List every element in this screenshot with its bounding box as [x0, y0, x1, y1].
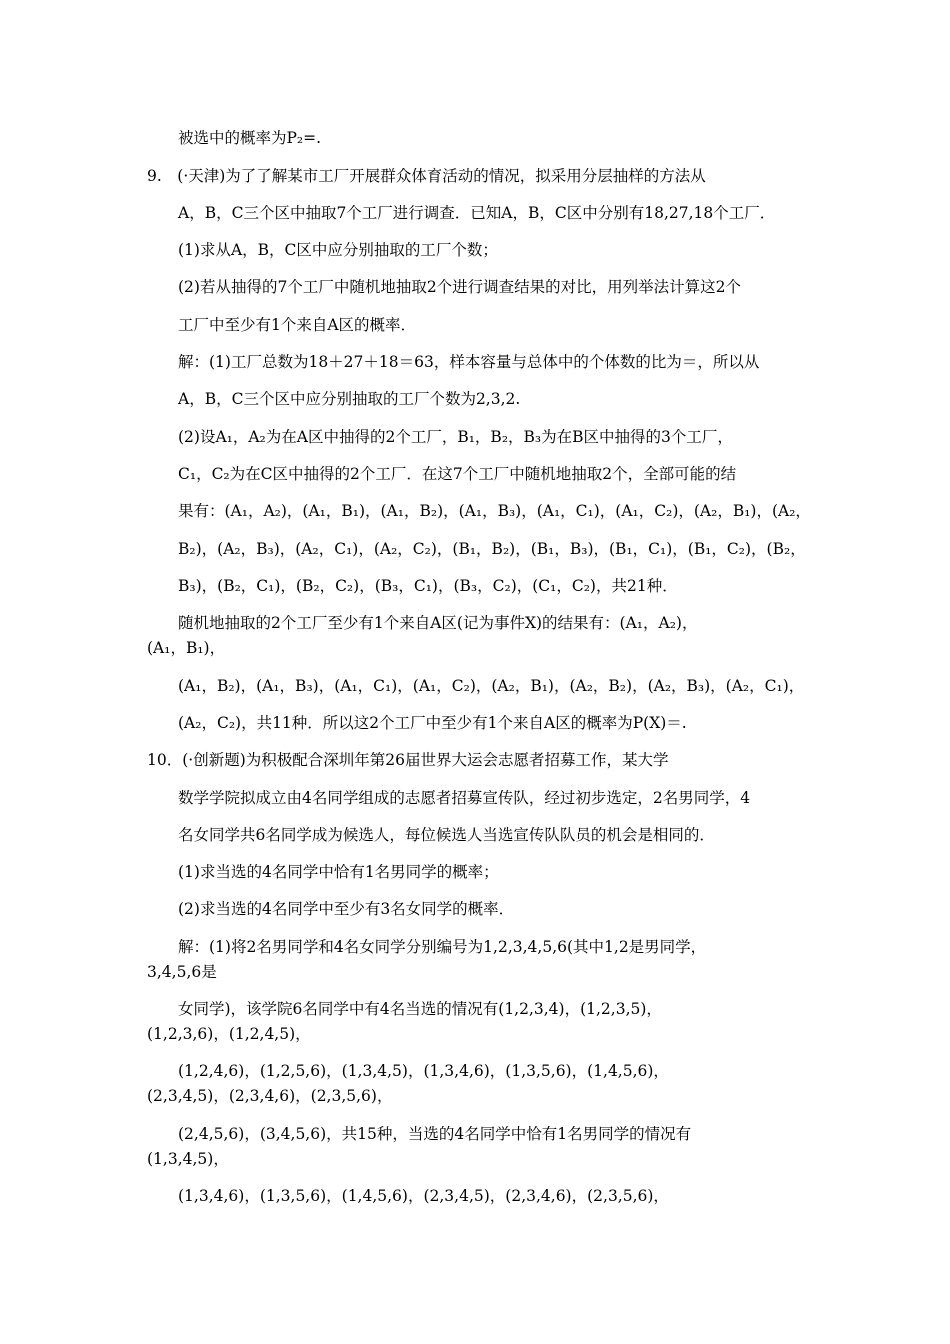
text-line: 被选中的概率为P₂=.	[178, 129, 322, 147]
text-line: 3,4,5,6是	[147, 963, 217, 981]
text-line: (2)求当选的4名同学中至少有3名女同学的概率．	[178, 900, 515, 918]
text-line: 女同学)，该学院6名同学中有4名当选的情况有(1,2,3,4)，(1,2,3,5)，	[178, 1000, 662, 1018]
text-line: 名女同学共6名同学成为候选人，每位候选人当选宣传队队员的机会是相同的．	[178, 826, 715, 844]
text-line: 工厂中至少有1个来自A区的概率．	[178, 316, 417, 334]
text-line: (1,3,4,6)，(1,3,5,6)，(1,4,5,6)，(2,3,4,5)，(2,3,4,6)，(2,3,5,6)，	[178, 1187, 669, 1205]
text-line: 数学学院拟成立由4名同学组成的志愿者招募宣传队，经过初步选定，2名男同学，4	[178, 789, 751, 807]
solution-line: 解：(1)将2名男同学和4名女同学分别编号为1,2,3,4,5,6(其中1,2是男同学，	[178, 938, 707, 956]
text-line: (1)求当选的4名同学中恰有1名男同学的概率；	[178, 863, 499, 881]
text-line: C₁，C₂为在C区中抽得的2个工厂．在这7个工厂中随机地抽取2个，全部可能的结	[178, 465, 737, 483]
text-line: (1,2,4,6)，(1,2,5,6)，(1,3,4,5)，(1,3,4,6)，(1,3,5,6)，(1,4,5,6)，	[178, 1062, 669, 1080]
text-line: (A₂，C₂)，共11种．所以这2个工厂中至少有1个来自A区的概率为P(X)＝.	[178, 714, 687, 732]
text-line: 果有：(A₁，A₂)，(A₁，B₁)，(A₁，B₂)，(A₁，B₃)，(A₁，C₁)，(A₁，C₂)，(A₂，B₁)，(A₂，	[178, 502, 811, 520]
text-line: (2,4,5,6)，(3,4,5,6)，共15种，当选的4名同学中恰有1名男同学的情况有	[178, 1125, 692, 1143]
text-line: (2)若从抽得的7个工厂中随机地抽取2个进行调查结果的对比，用列举法计算这2个	[178, 278, 742, 296]
text-line: A，B，C三个区中应分别抽取的工厂个数为2,3,2.	[178, 390, 521, 408]
text-line: (1,3,4,5)，	[147, 1150, 229, 1168]
text-line: (A₁，B₁)，	[147, 639, 226, 657]
text-line: (2,3,4,5)，(2,3,4,6)，(2,3,5,6)，	[147, 1087, 393, 1105]
text-line: (A₁，B₂)，(A₁，B₃)，(A₁，C₁)，(A₁，C₂)，(A₂，B₁)，(A₂，B₂)，(A₂，B₃)，(A₂，C₁)，	[178, 677, 805, 695]
text-line: B₃)，(B₂，C₁)，(B₂，C₂)，(B₃，C₁)，(B₃，C₂)，(C₁，C₂)，共21种．	[178, 577, 678, 595]
problem-10-title: 10．(·创新题)为积极配合深圳年第26届世界大运会志愿者招募工作，某大学	[147, 751, 669, 769]
problem-9-title: 9. (·天津)为了了解某市工厂开展群众体育活动的情况，拟采用分层抽样的方法从	[147, 167, 706, 185]
text-line: (2)设A₁，A₂为在A区中抽得的2个工厂，B₁，B₂，B₃为在B区中抽得的3个工厂，	[178, 428, 733, 446]
text-line: (1,2,3,6)，(1,2,4,5)，	[147, 1025, 311, 1043]
text-line: 随机地抽取的2个工厂至少有1个来自A区(记为事件X)的结果有：(A₁，A₂)，	[178, 614, 698, 632]
text-line: A，B，C三个区中抽取7个工厂进行调查．已知A，B，C区中分别有18,27,18个工厂．	[178, 204, 776, 222]
text-line: (1)求从A，B，C区中应分别抽取的工厂个数；	[178, 241, 498, 259]
text-line: B₂)，(A₂，B₃)，(A₂，C₁)，(A₂，C₂)，(B₁，B₂)，(B₁，B₃)，(B₁，C₁)，(B₁，C₂)，(B₂，	[178, 540, 806, 558]
solution-line: 解：(1)工厂总数为18＋27＋18＝63，样本容量与总体中的个体数的比为＝，所以从	[178, 353, 760, 371]
